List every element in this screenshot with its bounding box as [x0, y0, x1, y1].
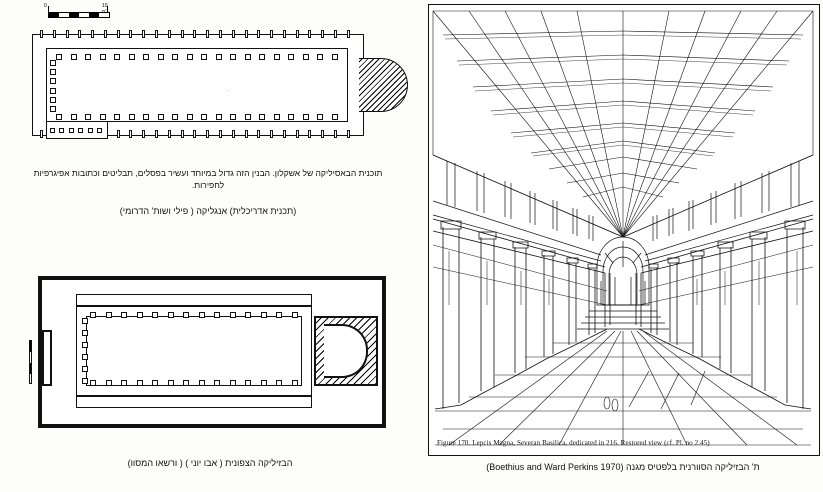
beit-shean-basilica-plan-figure [24, 268, 396, 448]
plan-bottom-scale-graduations [29, 340, 32, 384]
plan-bottom-colonnade-south [90, 380, 298, 386]
perspective-figure-frame [428, 4, 820, 456]
right-column [428, 4, 820, 488]
figure-caption-english: Figure 170. Lepcis Magna, Severan Basilica, dedicated in 216. Restored view (cf. Pl. no 2.45) [437, 439, 710, 447]
plan-bottom-colonnade-north [90, 312, 298, 318]
plan-bottom-nave-outline [86, 316, 302, 386]
plan-apse [359, 58, 408, 112]
plan-bottom-north-aisle [76, 294, 312, 306]
top-figure-subcaption: (תכנית אדריכלית) אנגליקה ( פילי ושות' הדרומי) [119, 206, 297, 216]
plan-colonnade-west [50, 60, 56, 112]
ashkelon-basilica-plan-figure [18, 3, 400, 156]
plan-wall-buttresses-top [40, 30, 350, 38]
plan-entrance-columns [50, 128, 102, 133]
scale-bar-label-left: 0 [44, 3, 47, 9]
top-figure-caption: תוכנית הבאסיליקה של אשקלון. הבנין הזה גדול במיוחד ועשיר בפסלים, תבליטים וכתובות אפיגרפיות לחפירות. [33, 168, 383, 191]
plan-colonnade-south [56, 114, 338, 120]
figure-caption-hebrew: ת' הבזיליקה הסוורנית בלפטיס מגנה (Boethius and Ward Perkins 1970) [486, 462, 760, 472]
basilica-interior-perspective-drawing [429, 5, 817, 453]
plan-bottom-south-aisle [76, 396, 312, 408]
plan-bottom-scale-bar [24, 340, 36, 384]
scale-bar-label-right: 10 מ' [102, 3, 108, 15]
scale-bar-graduations [48, 12, 110, 18]
plan-bottom-west-wing [42, 330, 52, 386]
plan-colonnade-north [56, 54, 338, 60]
plan-annotation-mark: · [228, 88, 230, 94]
plan-drawing-top [32, 26, 380, 144]
scale-bar [44, 3, 110, 18]
bottom-figure-caption: הבזיליקה הצפונית ( אבו יוני ) ( ורשאו המסוו) [127, 458, 293, 468]
plan-bottom-colonnade-west [82, 318, 88, 384]
